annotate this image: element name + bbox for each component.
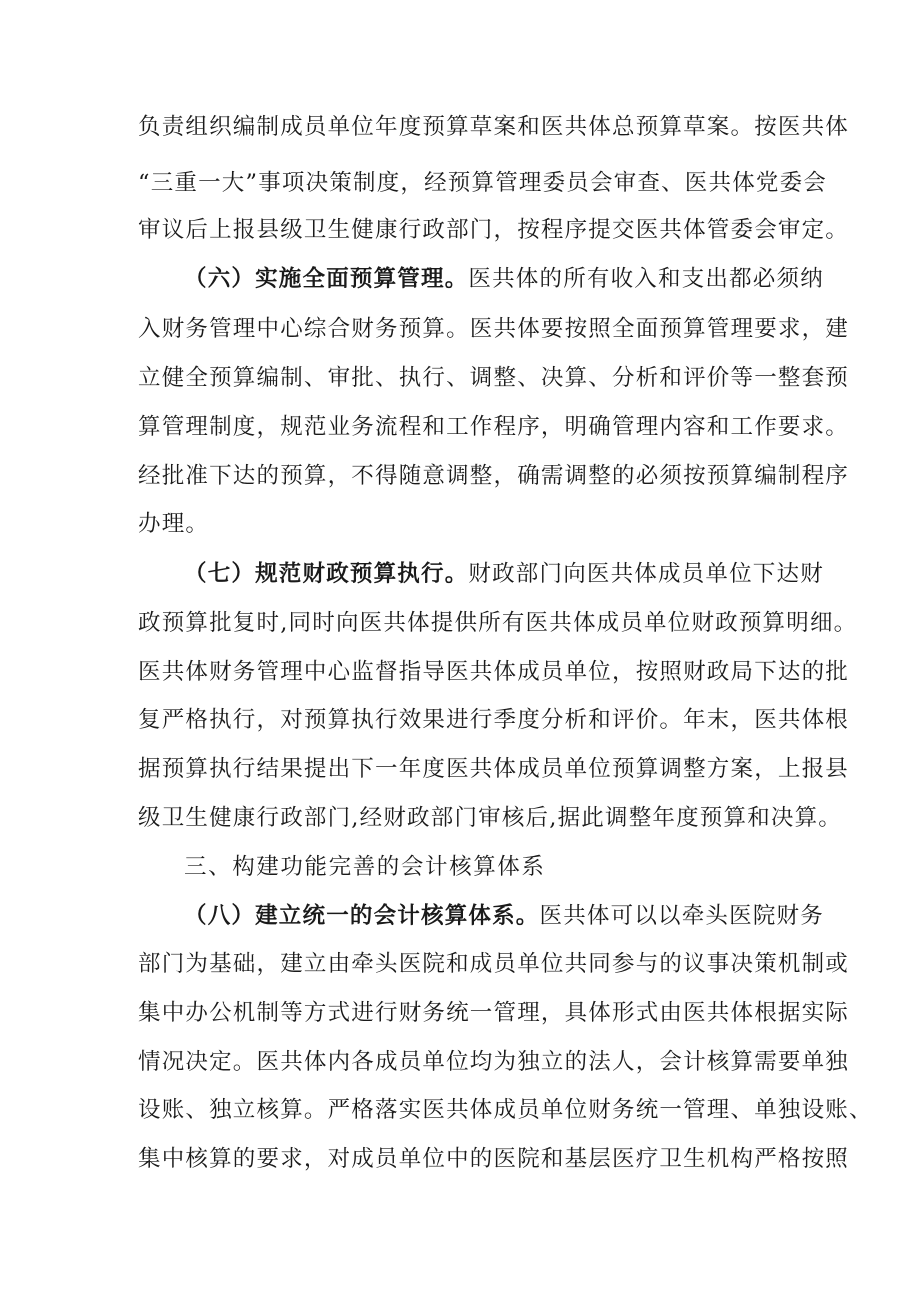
text-line: 办理。 — [138, 511, 210, 537]
text-line: 医共体财务管理中心监督指导医共体成员单位，按照财政局下达的批 — [138, 659, 850, 685]
text-line: 立健全预算编制、审批、执行、调整、决算、分析和评价等一整套预 — [138, 365, 850, 391]
paragraph-first-line — [184, 264, 824, 294]
paragraph-first-line — [184, 559, 824, 589]
text-line: 政预算批复时,同时向医共体提供所有医共体成员单位财政预算明细。 — [138, 610, 858, 636]
paragraph-first-line — [184, 901, 824, 931]
paragraph-heading: （八）建立统一的会计核算体系。 — [184, 903, 540, 929]
paragraph-text: 医共体的所有收入和支出都必须纳 — [468, 266, 824, 292]
text-line: 设账、独立核算。严格落实医共体成员单位财务统一管理、单独设账、 — [138, 1097, 873, 1123]
text-line: “三重一大”事项决策制度，经预算管理委员会审查、医共体党委会 — [138, 170, 828, 196]
text-line: 复严格执行，对预算执行效果进行季度分析和评价。年末，医共体根 — [138, 707, 850, 733]
paragraph-heading: （六）实施全面预算管理。 — [184, 266, 469, 292]
text-line: 审议后上报县级卫生健康行政部门，按程序提交医共体管委会审定。 — [138, 217, 850, 243]
section-heading: 三、构建功能完善的会计核算体系 — [184, 854, 546, 880]
text-line: 集中核算的要求，对成员单位中的医院和基层医疗卫生机构严格按照 — [138, 1146, 850, 1172]
paragraph-text: 财政部门向医共体成员单位下达财 — [468, 561, 824, 587]
text-line: 集中办公机制等方式进行财务统一管理，具体形式由医共体根据实际 — [138, 1000, 850, 1026]
text-line: 据预算执行结果提出下一年度医共体成员单位预算调整方案，上报县 — [138, 756, 850, 782]
text-line: 入财务管理中心综合财务预算。医共体要按照全面预算管理要求，建 — [138, 316, 850, 342]
text-line: 部门为基础，建立由牵头医院和成员单位共同参与的议事决策机制或 — [138, 951, 850, 977]
text-line: 负责组织编制成员单位年度预算草案和医共体总预算草案。按医共体 — [138, 114, 850, 140]
paragraph-text: 医共体可以以牵头医院财务 — [539, 903, 824, 929]
text-line: 情况决定。医共体内各成员单位均为独立的法人，会计核算需要单独 — [138, 1049, 850, 1075]
text-line: 算管理制度，规范业务流程和工作程序，明确管理内容和工作要求。 — [138, 414, 850, 440]
paragraph-heading: （七）规范财政预算执行。 — [184, 561, 469, 587]
text-line: 级卫生健康行政部门,经财政部门审核后,据此调整年度预算和决算。 — [138, 805, 843, 831]
text-line: 经批准下达的预算，不得随意调整，确需调整的必须按预算编制程序 — [138, 463, 850, 489]
